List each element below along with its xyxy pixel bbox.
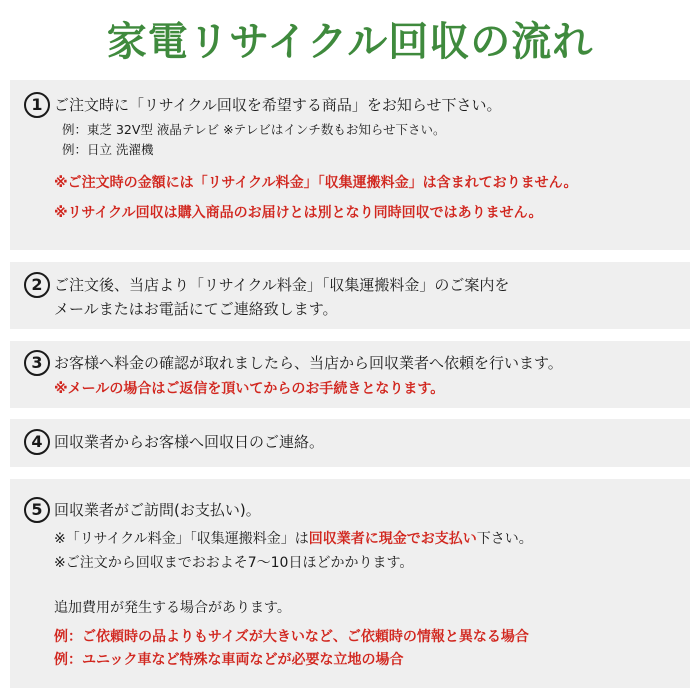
step-1-warning-1: ※ご注文時の金額には「リサイクル料金」「収集運搬料金」は含まれておりません。 — [54, 175, 578, 191]
step-2-box — [10, 262, 690, 329]
step-5-text: 回収業者がご訪問(お支払い)。 — [54, 501, 261, 519]
page-title: 家電リサイクル回収の流れ — [106, 19, 594, 65]
step-4-text: 回収業者からお客様へ回収日のご連絡。 — [54, 433, 325, 451]
step-5-box — [10, 479, 690, 688]
step-5-note-1-suffix: 下さい。 — [476, 531, 533, 547]
step-5-note-1 — [54, 528, 533, 548]
step-number-badge: 2 — [24, 272, 50, 298]
step-number-badge: 3 — [24, 350, 50, 376]
step-1-text: ご注文時に「リサイクル回収を希望する商品」をお知らせ下さい。 — [54, 96, 502, 114]
step-1-warning-2: ※リサイクル回収は購入商品のお届けとは別となり同時回収ではありません。 — [54, 205, 543, 221]
step-5-note-1-prefix: ※「リサイクル料金」「収集運搬料金」は — [54, 531, 309, 547]
step-5-extra-example-2: 例：ユニック車など特殊な車両などが必要な立地の場合 — [54, 652, 404, 668]
step-3-box — [10, 341, 690, 408]
step-5-extra-heading: 追加費用が発生する場合があります。 — [54, 600, 291, 616]
step-5-note-1-highlight: 回収業者に現金でお支払い — [308, 531, 477, 547]
step-1-box — [10, 80, 690, 250]
step-3-text: お客様へ料金の確認が取れましたら、当店から回収業者へ依頼を行います。 — [54, 354, 563, 372]
step-2-text-line-1: ご注文後、当店より「リサイクル料金」「収集運搬料金」のご案内を — [54, 276, 510, 294]
step-number-badge: 5 — [24, 497, 50, 523]
step-5-note-2: ※ご注文から回収までおおよそ7〜10日ほどかかります。 — [54, 555, 414, 571]
step-4-box — [10, 419, 690, 467]
step-2-text-line-2: メールまたはお電話にてご連絡致します。 — [54, 300, 338, 318]
step-number-badge: 1 — [24, 92, 50, 118]
step-number-badge: 4 — [24, 429, 50, 455]
step-1-example-1: 例：東芝 32V型 液晶テレビ ※テレビはインチ数もお知らせ下さい。 — [62, 122, 446, 137]
step-1-example-2: 例：日立 洗濯機 — [62, 142, 154, 157]
step-3-warning: ※メールの場合はご返信を頂いてからのお手続きとなります。 — [54, 381, 445, 397]
step-5-extra-example-1: 例：ご依頼時の品よりもサイズが大きいなど、ご依頼時の情報と異なる場合 — [54, 629, 529, 645]
